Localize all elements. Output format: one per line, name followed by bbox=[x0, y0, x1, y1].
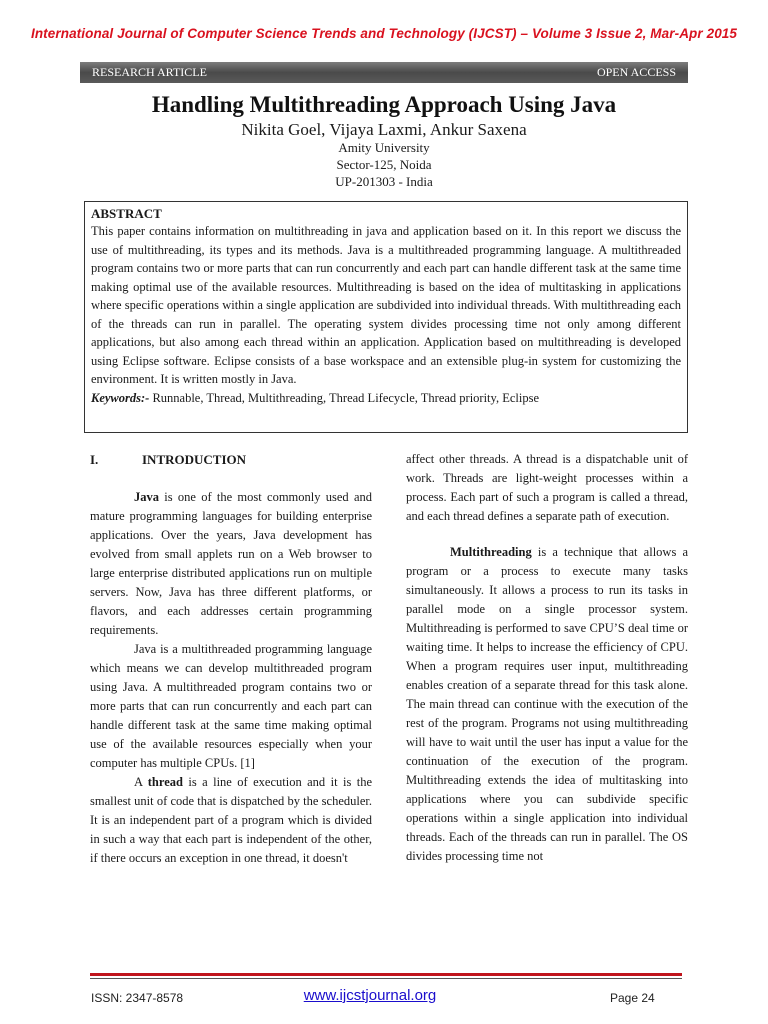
right-column bbox=[406, 450, 688, 866]
intro-paragraph-3-text: is a line of execution and it is the smallest unit of code that is dispatched by the scheduler. It is an independent part of a program which is divided in such a way that each part is independent of the other, if there occurs an exception in one thread, it doesn't bbox=[90, 775, 372, 865]
right-paragraph-2 bbox=[406, 543, 688, 866]
intro-paragraph-3 bbox=[90, 773, 372, 868]
java-term: Java bbox=[134, 490, 159, 504]
abstract-heading: ABSTRACT bbox=[91, 206, 162, 221]
open-access-label: OPEN ACCESS bbox=[596, 65, 676, 79]
right-paragraph-2-text: is a technique that allows a program or a process to execute many tasks simultaneously. It allows a process to run its tasks in parallel mode on a single processor system. Multithreading is performed to save CPU’S deal time or waiting time. It helps to increase the efficiency of CPU. When a program requires user input, multithreading enables creation of a separate thread for this task alone. The main thread can continue with the execution of the rest of the program. Programs not using multithreading will have to wait until the user has input a value for the continuation of the execution of the program. Multithreading extends the idea of multitasking into applications where you can subdivide specific operations within a single application into individual threads. Each of the threads can run in parallel. The OS divides processing time not bbox=[406, 545, 688, 863]
authors: Nikita Goel, Vijaya Laxmi, Ankur Saxena bbox=[241, 120, 527, 139]
article-type-band bbox=[80, 62, 688, 83]
footer-journal-link[interactable]: www.ijcstjournal.org bbox=[303, 987, 437, 1004]
abstract-text: This paper contains information on multithreading in java and application based on it. In this report we discuss the use of multithreading, its types and its methods. Java is a multithreaded programming language. A multithreaded program contains two or more parts that can run concurrently and each part can handle different task at the same time making optimal use of the available resources. Multithreading is based on the idea of multitasking in applications where specific operations within a single application are subdivided into individual threads. With multithreading each of the threads can run in parallel. The operating system divides processing time not only among different applications, but also among each thread within an application. Application based on multithreading is developed using Eclipse software. Eclipse consists of a base workspace and an extensible plug-in system for customizing the environment. It is written mostly in Java. bbox=[91, 224, 681, 386]
footer-rule-red bbox=[90, 973, 682, 976]
thread-term: thread bbox=[147, 775, 183, 789]
keywords-line bbox=[91, 389, 681, 408]
footer-page-number: Page 24 bbox=[610, 991, 655, 1005]
intro-paragraph-2: Java is a multithreaded programming language which means we can develop multithreaded program using Java. A multithreaded program contains two or more parts that can run concurrently and each part can handle different task at the same time making optimal use of the available resources especially when your computer has multiple CPUs. [1] bbox=[90, 642, 372, 770]
research-article-label: RESEARCH ARTICLE bbox=[92, 65, 207, 79]
section-title: INTRODUCTION bbox=[142, 452, 247, 467]
left-column bbox=[90, 450, 372, 868]
affiliation-postal: UP-201303 - India bbox=[335, 174, 433, 189]
footer-issn: ISSN: 2347-8578 bbox=[91, 991, 184, 1005]
intro-paragraph-3-prefix: A bbox=[134, 775, 148, 789]
abstract-box bbox=[84, 201, 688, 433]
affiliation-sector: Sector-125, Noida bbox=[336, 157, 432, 172]
right-paragraph-1: affect other threads. A thread is a dispatchable unit of work. Threads are light-weight processes within a process. Each part of such a program is called a thread, and each thread defines a separate path of execution. bbox=[406, 452, 688, 523]
affiliation-university: Amity University bbox=[338, 140, 430, 155]
intro-paragraph-1 bbox=[90, 488, 372, 640]
intro-paragraph-1-text: is one of the most commonly used and mature programming languages for building enterprise applications. Over the years, Java development has evolved from small applets run on a Web browser to large enterprise distributed applications run on multiple servers. Now, Java has three different platforms, or flavors, and each addresses certain programming requirements. bbox=[90, 490, 372, 637]
keywords-list: Runnable, Thread, Multithreading, Thread Lifecycle, Thread priority, Eclipse bbox=[149, 390, 540, 405]
multithreading-term: Multithreading bbox=[450, 545, 532, 559]
footer-rule-dark bbox=[90, 978, 682, 979]
keywords-label: Keywords:- bbox=[91, 390, 150, 405]
section-number: I. bbox=[90, 452, 99, 467]
section-heading-introduction bbox=[90, 450, 372, 469]
journal-header: International Journal of Computer Science Trends and Technology (IJCST) – Volume 3 Issue 2, Mar-Apr 2015 bbox=[30, 26, 738, 41]
paper-title: Handling Multithreading Approach Using Java bbox=[151, 92, 617, 117]
